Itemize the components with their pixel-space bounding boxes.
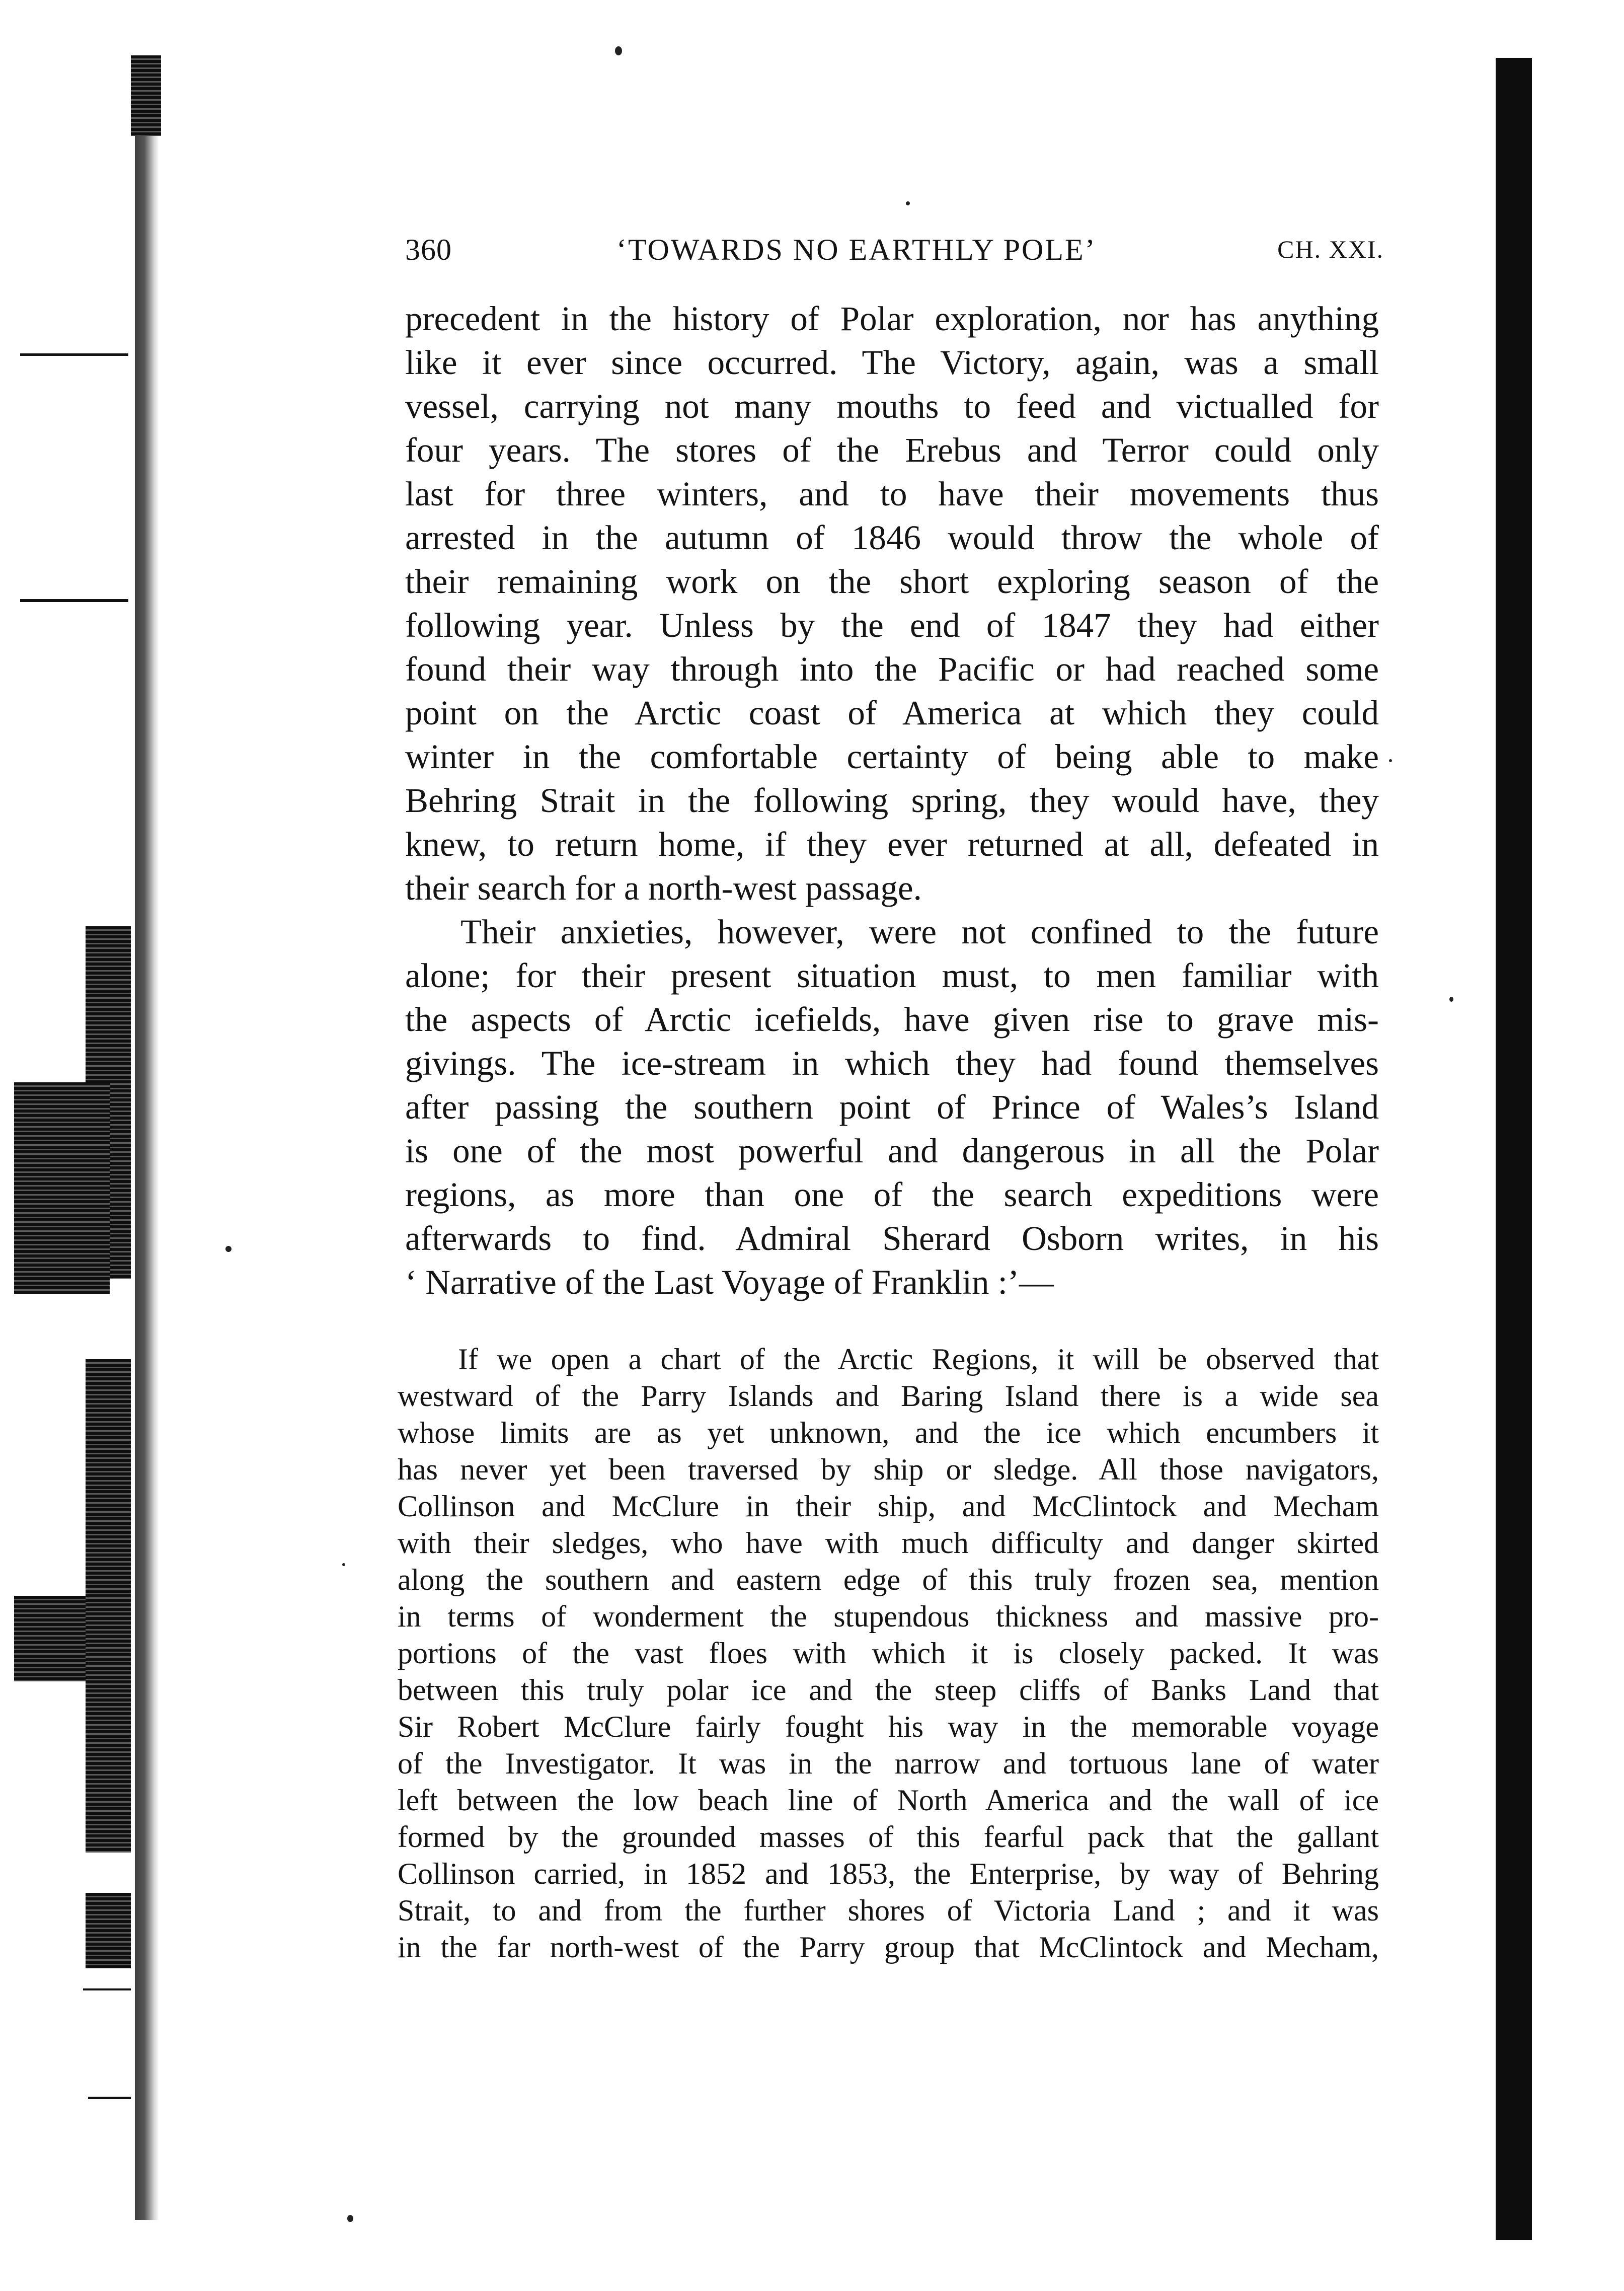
body-line: is one of the most powerful and dangerous in all the Polar (405, 1132, 1379, 1170)
page-number: 360 (405, 233, 452, 266)
dust-speck (615, 46, 622, 55)
margin-rule (20, 353, 128, 356)
quote-line: formed by the grounded masses of this fearful pack that the gallant (398, 1820, 1379, 1854)
body-line: winter in the comfortable certainty of being able to make (405, 737, 1379, 776)
margin-scan-block (14, 1082, 110, 1294)
dust-speck (225, 1246, 231, 1252)
margin-rule (83, 1988, 131, 1990)
quote-line: of the Investigator. It was in the narrow and tortuous lane of water (398, 1747, 1379, 1780)
quote-line: between this truly polar ice and the steep cliffs of Banks Land that (398, 1673, 1379, 1707)
quote-line: along the southern and eastern edge of this truly frozen sea, mention (398, 1563, 1379, 1596)
margin-scan-block (131, 55, 161, 136)
block-quote (398, 1341, 1379, 1966)
chapter-label: CH. XXI. (1277, 235, 1384, 263)
dust-speck (1389, 759, 1392, 762)
quote-line: Strait, to and from the further shores of Victoria Land ; and it was (398, 1894, 1379, 1927)
quote-line: in terms of wonderment the stupendous thickness and massive pro- (398, 1600, 1379, 1633)
body-line: Their anxieties, however, were not confined to the future (460, 913, 1379, 951)
body-line: givings. The ice-stream in which they had found themselves (405, 1044, 1379, 1082)
running-head (405, 233, 1384, 273)
quote-line: Collinson carried, in 1852 and 1853, the Enterprise, by way of Behring (398, 1857, 1379, 1890)
body-line: arrested in the autumn of 1846 would throw the whole of (405, 519, 1379, 557)
body-line: four years. The stores of the Erebus and Terror could only (405, 431, 1379, 469)
margin-scan-block (86, 1893, 131, 1968)
right-binding-edge (1496, 58, 1532, 2240)
body-line: like it ever since occurred. The Victory, again, was a small (405, 343, 1379, 382)
dust-speck (906, 201, 910, 205)
margin-scan-block (86, 1490, 131, 1853)
quote-line: Collinson and McClure in their ship, and McClintock and Mecham (398, 1490, 1379, 1523)
quote-line: left between the low beach line of North America and the wall of ice (398, 1784, 1379, 1817)
body-line: the aspects of Arctic icefields, have given rise to grave mis- (405, 1000, 1379, 1039)
body-line: point on the Arctic coast of America at which they could (405, 694, 1379, 732)
margin-rule (20, 599, 128, 602)
body-line: their remaining work on the short exploring season of the (405, 562, 1379, 601)
quote-line: in the far north-west of the Parry group that McClintock and Mecham, (398, 1931, 1379, 1964)
dust-speck (342, 1563, 345, 1566)
quote-line: portions of the vast floes with which it is closely packed. It was (398, 1637, 1379, 1670)
running-title: ‘TOWARDS NO EARTHLY POLE’ (616, 233, 1097, 266)
body-line: Behring Strait in the following spring, they would have, they (405, 781, 1379, 820)
dust-speck (1449, 997, 1453, 1002)
body-line: alone; for their present situation must, to men familiar with (405, 956, 1379, 995)
body-line: afterwards to find. Admiral Sherard Osborn writes, in his (405, 1219, 1379, 1258)
quote-line: whose limits are as yet unknown, and the ice which encumbers it (398, 1416, 1379, 1449)
dust-speck (347, 2215, 353, 2222)
body-line: following year. Unless by the end of 1847 they had either (405, 606, 1379, 644)
quote-line: If we open a chart of the Arctic Regions, it will be observed that (458, 1343, 1379, 1376)
body-line: after passing the southern point of Prince of Wales’s Island (405, 1088, 1379, 1126)
body-line: vessel, carrying not many mouths to feed and victualled for (405, 387, 1379, 425)
body-line: found their way through into the Pacific or had reached some (405, 650, 1379, 688)
quote-line: with their sledges, who have with much difficulty and danger skirted (398, 1526, 1379, 1560)
body-line: ‘ Narrative of the Last Voyage of Franklin :’— (405, 1263, 1054, 1301)
body-line: precedent in the history of Polar exploration, nor has anything (405, 300, 1379, 338)
left-binding-shadow (135, 55, 159, 2220)
quote-line: westward of the Parry Islands and Baring Island there is a wide sea (398, 1379, 1379, 1413)
body-line: last for three winters, and to have their movements thus (405, 475, 1379, 513)
margin-rule (88, 2097, 131, 2099)
body-line: regions, as more than one of the search expeditions were (405, 1175, 1379, 1214)
quote-line: has never yet been traversed by ship or sledge. All those navigators, (398, 1453, 1379, 1486)
body-text (405, 297, 1379, 1304)
quote-line: Sir Robert McClure fairly fought his way in the memorable voyage (398, 1710, 1379, 1743)
body-line: knew, to return home, if they ever returned at all, defeated in (405, 825, 1379, 863)
body-line: their search for a north-west passage. (405, 869, 922, 907)
